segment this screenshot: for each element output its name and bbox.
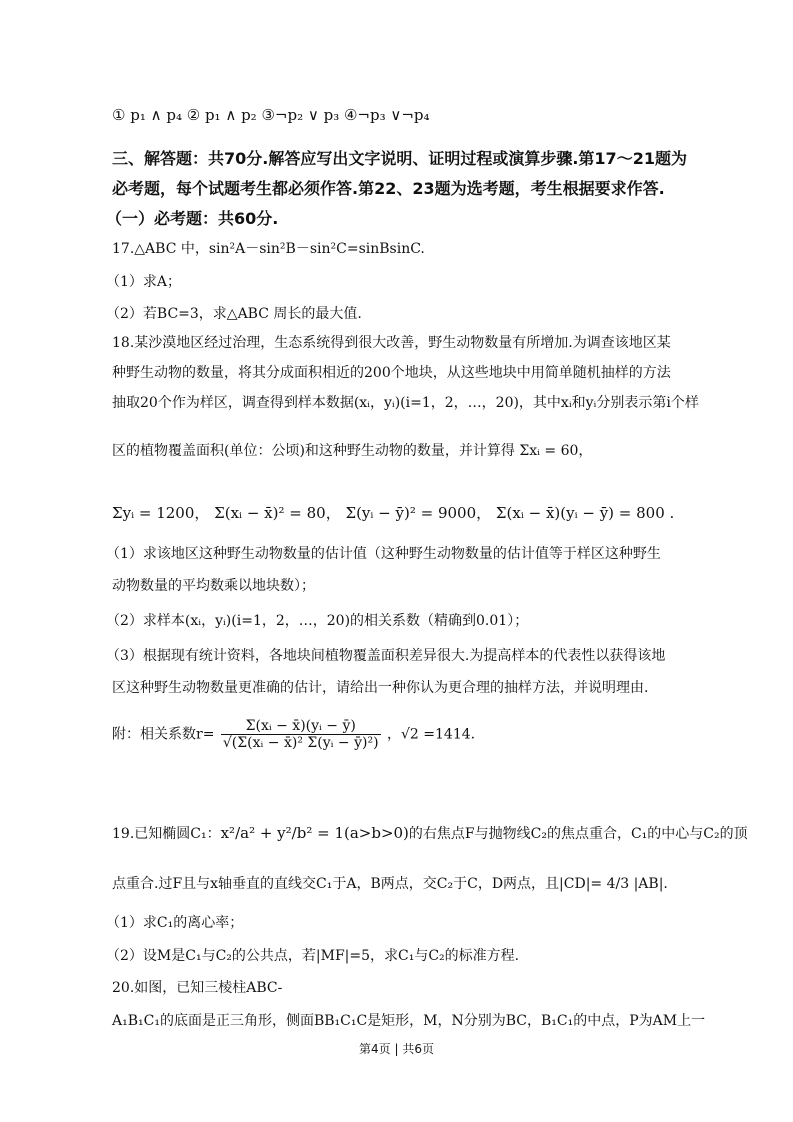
options-line: ① p₁ ∧ p₄ ② p₁ ∧ p₂ ③¬p₂ ∨ p₃ ④¬p₃ ∨¬p₄ <box>112 106 430 124</box>
q19-part2: （2）设M是C₁与C₂的公共点，若|MF|=5，求C₁与C₂的标准方程. <box>106 948 520 964</box>
q18-sums: Σyᵢ = 1200， Σ(xᵢ − x̄)² = 80， Σ(yᵢ − ȳ)² = 9000， Σ(xᵢ − x̄)(yᵢ − ȳ) = 800 . <box>112 504 675 522</box>
q17-part1: （1）求A； <box>106 274 182 290</box>
page-footer: 第4页 | 共6页 <box>359 1042 434 1056</box>
ellipse-equation: x²/a² + y²/b² = 1(a>b>0) <box>220 824 409 842</box>
q18-line: 抽取20个作为样区，调查得到样本数据(xᵢ，yᵢ)(i=1，2，…，20)，其中xᵢ和yᵢ分别表示第i个样 <box>112 395 699 411</box>
q17-stem: 17.△ABC 中，sin²A－sin²B－sin²C=sinBsinC. <box>112 241 425 257</box>
appendix-tail: ，√2 =1414. <box>387 726 476 743</box>
q19-text: 的右焦点F与抛物线C₂的焦点重合，C₁的中心与C₂的顶 <box>408 826 748 842</box>
q19-part1: （1）求C₁的离心率； <box>106 915 244 931</box>
q18-part3-cont: 区这种野生动物数量更准确的估计，请给出一种你认为更合理的抽样方法，并说明理由. <box>112 680 649 696</box>
q19-label: 19.已知椭圆C₁： <box>112 826 221 842</box>
q18-part1: （1）求该地区这种野生动物数量的估计值（这种野生动物数量的估计值等于样区这种野生 <box>106 546 661 562</box>
q18-appendix <box>112 718 475 751</box>
appendix-label: 附：相关系数r= <box>112 726 215 743</box>
part-heading: （一）必考题：共60分. <box>106 209 279 228</box>
q17-part2: （2）若BC=3，求△ABC 周长的最大值. <box>106 306 362 322</box>
q20-line2: A₁B₁C₁的底面是正三角形，侧面BB₁C₁C是矩形，M，N分别为BC，B₁C₁的中点，P为AM上一 <box>112 1013 706 1029</box>
formula-numerator: Σ(xᵢ − x̄)(yᵢ − ȳ) <box>221 718 381 735</box>
q18-line: 种野生动物的数量，将其分成面积相近的200个地块，从这些地块中用简单随机抽样的方法 <box>112 365 671 381</box>
section-heading: 三、解答题：共70分.解答应写出文字说明、证明过程或演算步骤.第17～21题为 <box>112 149 687 168</box>
q18-part3: （3）根据现有统计资料，各地块间植物覆盖面积差异很大.为提高样本的代表性以获得该地 <box>106 648 666 664</box>
q18-part2: （2）求样本(xᵢ，yᵢ)(i=1，2，…，20)的相关系数（精确到0.01）； <box>106 613 529 629</box>
q19-line1 <box>112 823 748 843</box>
correlation-formula <box>221 718 381 751</box>
q18-line: 区的植物覆盖面积(单位：公顷)和这种野生动物的数量，并计算得 Σxᵢ = 60， <box>112 443 593 459</box>
formula-denominator: √(Σ(xᵢ − x̄)² Σ(yᵢ − ȳ)²) <box>222 735 379 751</box>
q19-line2: 点重合.过F且与x轴垂直的直线交C₁于A，B两点，交C₂于C，D两点，且|CD|= 4/3 |AB|. <box>112 876 668 892</box>
q18-line: 18.某沙漠地区经过治理，生态系统得到很大改善，野生动物数量有所增加.为调查该地区某 <box>112 335 671 351</box>
q18-part1-cont: 动物数量的平均数乘以地块数）； <box>112 578 315 594</box>
section-heading-cont: 必考题，每个试题考生都必须作答.第22、23题为选考题，考生根据要求作答. <box>112 179 665 198</box>
q20-line1: 20.如图，已知三棱柱ABC- <box>112 980 283 996</box>
